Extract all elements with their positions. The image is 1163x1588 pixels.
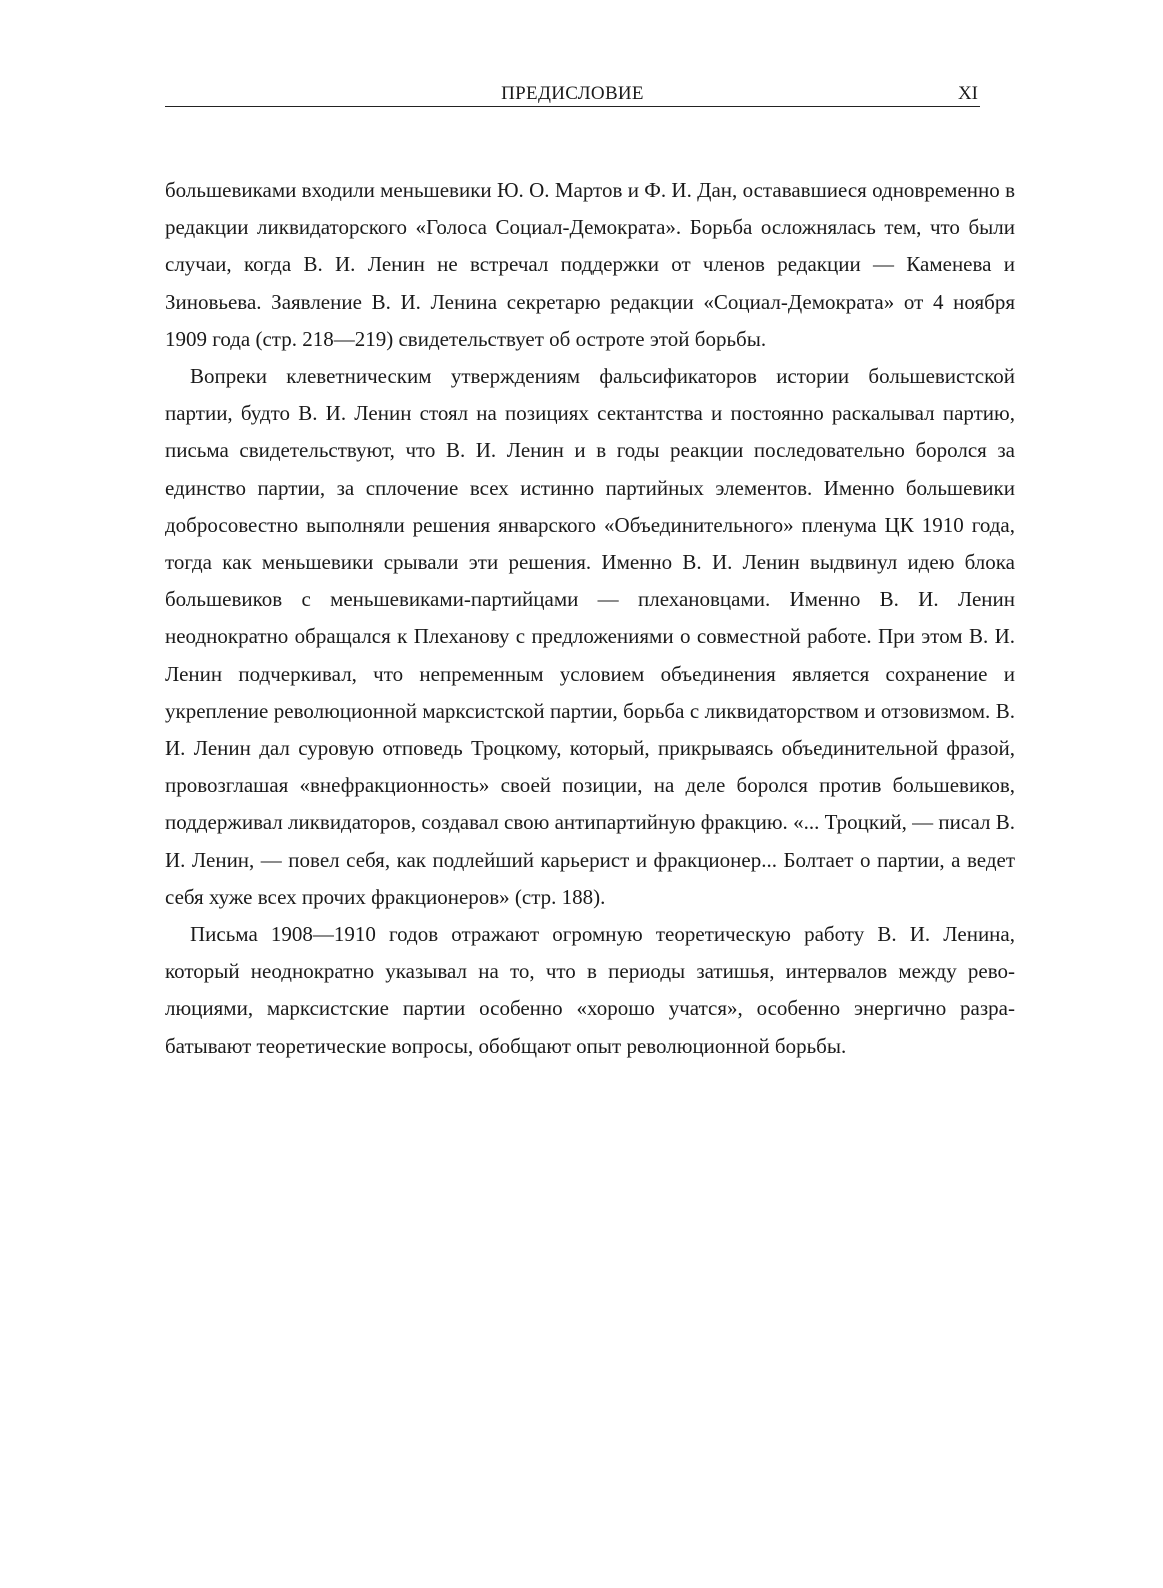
running-head [165,82,980,107]
page-number: XI [957,83,978,104]
paragraph: Письма 1908—1910 годов отражают огромную теоретическую работу В. И. Ленина, который неоднократно указывал на то, что в периоды затишья, интервалов между революциями, марксистские партии особенно «хорошо учатся», особенно энергично разрабатывают теоретические вопросы, обобщают опыт революционной борьбы. [165,922,1015,1058]
paragraph: Вопреки клеветническим утверждениям фальсификаторов истории большевистской партии, будто В. И. Ленин стоял на позициях сектантства и постоянно раскалывал партию, письма свидетельствуют, что В. И. Ленин и в годы реакции последовательно боролся за единство партии, за сплочение всех истинно партийных элементов. Именно большевики добросовестно выполняли решения январского «Объединительного» пленума ЦК 1910 года, тогда как меньшевики срывали эти решения. Именно В. И. Ленин выдвинул идею блока большевиков с меньшевиками-партийцами — плехановцами. Именно В. И. Ленин неоднократно обращался к Плеханову с предложениями о совместной работе. При этом В. И. Ленин подчеркивал, что непременным условием объединения является сохранение и укрепление революционной марксистской партии, борьба с ликвидаторством и отзовизмом. В. И. Ленин дал суровую отповедь Троцкому, который, прикрываясь объединительной фразой, провозглашая «внефракционность» своей позиции, на деле боролся против большевиков, поддерживал ликвидаторов, создавал свою антипартийную фракцию. «... Троцкий, — писал В. И. Ленин, — повел себя, как подлейший карьерист и фракционер... Болтает о партии, а ведет себя хуже всех прочих фракционеров» (стр. 188). [165,364,1015,909]
running-head-title: ПРЕДИСЛОВИЕ [501,83,644,104]
paragraph-continued: большевиками входили меньшевики Ю. О. Мартов и Ф. И. Дан, остававшиеся одновременно в редакции ликвидаторского «Голоса Социал-Демократа». Борьба осложнялась тем, что были случаи, когда В. И. Ленин не встречал поддержки от членов редакции — Каменева и Зиновьева. Заявление В. И. Ленина секретарю редакции «Социал-Демократа» от 4 ноября 1909 года (стр. 218—219) свидетельствует об остроте этой борьбы. [165,178,1015,351]
body-text [165,172,1015,1065]
